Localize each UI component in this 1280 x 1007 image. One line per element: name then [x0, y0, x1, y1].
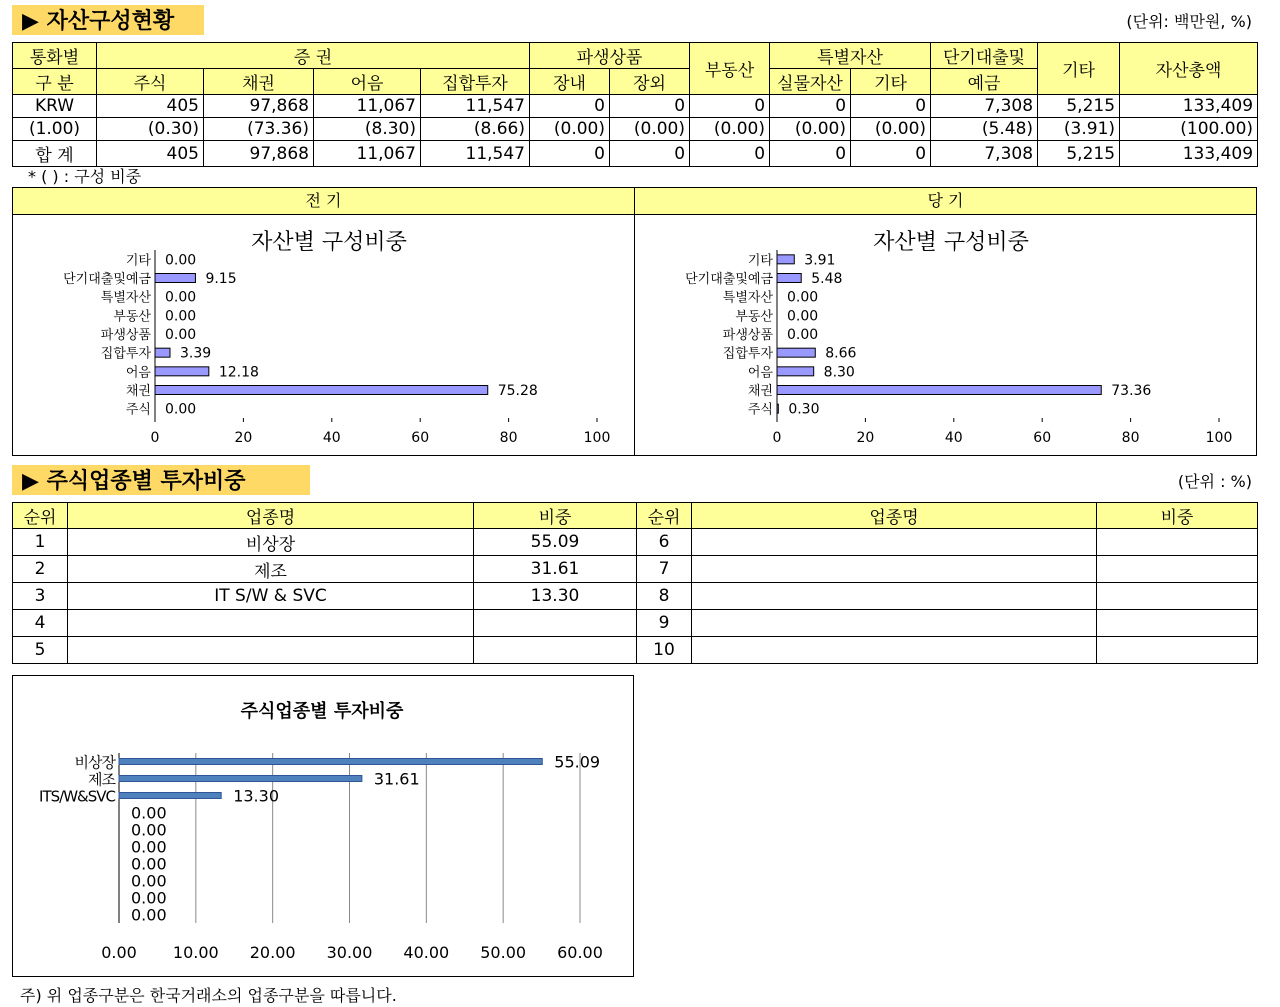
header-loans: 단기대출및 [931, 43, 1038, 69]
table-cell: 97,868 [204, 141, 314, 167]
industry-table [12, 502, 1258, 664]
header-rank-2: 순위 [637, 503, 692, 529]
table-cell-industry2 [692, 610, 1097, 637]
chart-title: 자산별 구성비중 [251, 230, 407, 255]
bar [777, 274, 801, 283]
industry-section-title: ▶ 주식업종별 투자비중 [12, 465, 310, 495]
data-label: 0.00 [131, 803, 167, 823]
industry-unit-label: (단위 : %) [1177, 472, 1252, 491]
table-cell: (100.00) [1120, 118, 1258, 141]
data-label: 0.00 [131, 820, 167, 840]
bar [777, 386, 1101, 395]
header-category: 구 분 [13, 69, 97, 95]
table-cell-industry2 [692, 583, 1097, 610]
table-cell: 0 [770, 95, 851, 118]
table-row [13, 610, 1258, 637]
header-industry-2: 업종명 [692, 503, 1097, 529]
table-cell: (3.91) [1038, 118, 1120, 141]
category-label: 어음 [747, 365, 773, 381]
table-cell-weight2 [1097, 583, 1258, 610]
data-label: 0.00 [787, 289, 819, 306]
x-tick-label: 50.00 [480, 943, 527, 962]
data-label: 0.30 [788, 401, 820, 418]
data-label: 73.36 [1111, 383, 1152, 399]
table-cell-industry [68, 637, 474, 664]
table-row [13, 583, 1258, 610]
table-cell-rank: 3 [13, 583, 68, 610]
category-label: 단기대출및예금 [685, 272, 773, 287]
x-tick-label: 20 [856, 430, 875, 446]
category-label: 제조 [88, 770, 115, 789]
prev-period-header: 전 기 [12, 187, 635, 215]
header-currency: 통화별 [13, 43, 97, 69]
table-cell: 7,308 [931, 95, 1038, 118]
header-securities: 증 권 [97, 43, 530, 69]
category-label: 부동산 [735, 309, 773, 325]
table-cell: (0.00) [690, 118, 770, 141]
table-cell: 133,409 [1120, 95, 1258, 118]
bar [119, 776, 362, 782]
header-other: 기타 [1038, 43, 1120, 95]
prev-chart-panel [12, 214, 635, 456]
table-cell: 11,067 [314, 95, 421, 118]
curr-asset-chart [635, 215, 1256, 455]
x-tick-label: 60.00 [557, 943, 603, 962]
table-cell: (0.00) [530, 118, 610, 141]
data-label: 0.00 [165, 252, 197, 269]
x-tick-label: 0 [772, 430, 782, 446]
table-cell-rank: 2 [13, 556, 68, 583]
table-cell-industry [68, 610, 474, 637]
data-label: 0.00 [131, 888, 167, 908]
table-cell: 11,547 [421, 141, 530, 167]
row-label: (1.00) [13, 118, 97, 141]
x-tick-label: 0.00 [101, 943, 137, 962]
category-label: 채권 [125, 384, 151, 399]
header-total-assets: 자산총액 [1120, 43, 1258, 95]
category-label: 기타 [747, 253, 773, 269]
table-cell-industry2 [692, 556, 1097, 583]
data-label: 75.28 [497, 383, 538, 399]
row-label: 합 계 [13, 141, 97, 167]
table-cell-industry: 제조 [68, 556, 474, 583]
x-tick-label: 80 [499, 430, 518, 446]
data-label: 3.91 [804, 252, 836, 269]
table-cell-industry2 [692, 637, 1097, 664]
bar [777, 348, 815, 357]
bar [155, 348, 170, 357]
table-cell-weight2 [1097, 637, 1258, 664]
header-rank: 순위 [13, 503, 68, 529]
header-weight: 비중 [474, 503, 637, 529]
table-cell: 0 [530, 95, 610, 118]
x-tick-label: 20.00 [249, 943, 296, 962]
header-derivatives: 파생상품 [530, 43, 690, 69]
x-tick-label: 20 [234, 430, 253, 446]
category-label: 주식 [125, 402, 151, 418]
category-label: 채권 [747, 384, 773, 399]
bar [155, 274, 195, 283]
table-cell: 0 [851, 141, 931, 167]
table-cell: (0.00) [770, 118, 851, 141]
data-label: 0.00 [165, 327, 197, 343]
data-label: 0.00 [131, 854, 167, 874]
table-cell: 0 [610, 141, 690, 167]
table-row [13, 556, 1258, 583]
table-cell-weight [474, 610, 637, 637]
data-label: 31.61 [373, 769, 420, 789]
chart-title: 자산별 구성비중 [873, 230, 1029, 255]
category-label: 부동산 [113, 309, 151, 325]
data-label: 8.66 [825, 345, 857, 362]
data-label: 0.00 [787, 327, 819, 343]
table-cell: 11,547 [421, 95, 530, 118]
data-label: 0.00 [131, 905, 167, 925]
data-label: 3.39 [179, 345, 212, 362]
category-label: 단기대출및예금 [63, 272, 151, 287]
asset-table [12, 42, 1258, 167]
data-label: 0.00 [131, 837, 167, 857]
table-cell-weight2 [1097, 610, 1258, 637]
header-physical: 실물자산 [770, 69, 851, 95]
table-cell: 0 [690, 95, 770, 118]
x-tick-label: 0 [150, 430, 160, 446]
table-cell: 405 [97, 141, 204, 167]
industry-chart [13, 676, 633, 976]
table-cell: 0 [770, 141, 851, 167]
header-special: 특별자산 [770, 43, 931, 69]
data-label: 5.48 [811, 271, 843, 287]
category-label: 어음 [125, 365, 151, 381]
table-cell-weight2 [1097, 529, 1258, 556]
table-row [13, 95, 1258, 118]
data-label: 0.00 [787, 308, 819, 325]
header-special-other: 기타 [851, 69, 931, 95]
table-cell-rank2: 8 [637, 583, 692, 610]
category-label: 파생상품 [100, 328, 151, 343]
data-label: 9.15 [205, 271, 237, 287]
table-cell-rank2: 6 [637, 529, 692, 556]
table-cell-weight: 31.61 [474, 556, 637, 583]
table-row [13, 141, 1258, 167]
category-label: 특별자산 [722, 290, 773, 306]
table-cell: (73.36) [204, 118, 314, 141]
bar [155, 367, 209, 376]
bar [777, 367, 814, 376]
category-label: 집합투자 [100, 346, 151, 362]
table-cell-rank2: 7 [637, 556, 692, 583]
asset-section-title: ▶ 자산구성현황 [12, 5, 204, 35]
curr-chart-panel [634, 214, 1257, 456]
table-cell: 0 [851, 95, 931, 118]
bar [777, 404, 778, 413]
table-cell: (0.00) [610, 118, 690, 141]
header-exchange: 장내 [530, 69, 610, 95]
table-cell: 5,215 [1038, 95, 1120, 118]
table-cell: (0.30) [97, 118, 204, 141]
table-cell: (8.66) [421, 118, 530, 141]
table-cell-rank: 5 [13, 637, 68, 664]
table-cell-industry: IT S/W & SVC [68, 583, 474, 610]
table-cell-weight2 [1097, 556, 1258, 583]
industry-footnote: 주) 위 업종구분은 한국거래소의 업종구분을 따릅니다. [20, 986, 397, 1005]
table-cell: 11,067 [314, 141, 421, 167]
data-label: 0.00 [131, 871, 167, 891]
table-cell: 7,308 [931, 141, 1038, 167]
x-tick-label: 60 [1033, 430, 1052, 446]
data-label: 55.09 [554, 752, 601, 772]
table-cell: 0 [690, 141, 770, 167]
data-label: 12.18 [218, 364, 259, 381]
industry-chart-panel [12, 675, 634, 977]
data-label: 0.00 [165, 401, 197, 418]
data-label: 13.30 [233, 786, 280, 806]
table-cell: 0 [530, 141, 610, 167]
table-cell: 5,215 [1038, 141, 1120, 167]
x-tick-label: 100 [1205, 430, 1233, 446]
bar [119, 759, 542, 765]
x-tick-label: 100 [583, 430, 611, 446]
header-bond: 채권 [204, 69, 314, 95]
bar [119, 793, 221, 799]
data-label: 8.30 [823, 364, 855, 381]
category-label: 비상장 [74, 753, 115, 772]
x-tick-label: 60 [411, 430, 430, 446]
header-deposits: 예금 [931, 69, 1038, 95]
table-row [13, 529, 1258, 556]
x-tick-label: 30.00 [326, 943, 373, 962]
table-cell: 133,409 [1120, 141, 1258, 167]
table-cell-weight [474, 637, 637, 664]
table-cell: (5.48) [931, 118, 1038, 141]
category-label: 특별자산 [100, 290, 151, 306]
table-cell: (0.00) [851, 118, 931, 141]
category-label: ITS/W&SVC [39, 787, 115, 806]
prev-asset-chart [13, 215, 634, 455]
x-tick-label: 40 [944, 430, 963, 446]
table-cell-weight: 55.09 [474, 529, 637, 556]
category-label: 집합투자 [722, 346, 773, 362]
header-bill: 어음 [314, 69, 421, 95]
header-otc: 장외 [610, 69, 690, 95]
x-tick-label: 40 [322, 430, 341, 446]
data-label: 0.00 [165, 308, 197, 325]
table-cell: (8.30) [314, 118, 421, 141]
category-label: 기타 [125, 253, 151, 269]
table-cell-industry2 [692, 529, 1097, 556]
asset-unit-label: (단위: 백만원, %) [1126, 12, 1252, 31]
chart-title: 주식업종별 투자비중 [240, 701, 404, 722]
table-cell-rank: 4 [13, 610, 68, 637]
bar [777, 255, 794, 264]
table-cell-rank2: 10 [637, 637, 692, 664]
table-row [13, 637, 1258, 664]
data-label: 0.00 [165, 289, 197, 306]
header-fund: 집합투자 [421, 69, 530, 95]
row-label: KRW [13, 95, 97, 118]
table-cell-weight: 13.30 [474, 583, 637, 610]
table-cell-rank2: 9 [637, 610, 692, 637]
table-row [13, 118, 1258, 141]
bar [155, 386, 488, 395]
header-stock: 주식 [97, 69, 204, 95]
category-label: 주식 [747, 402, 773, 418]
asset-footnote: * ( ) : 구성 비중 [28, 167, 142, 186]
header-realestate: 부동산 [690, 43, 770, 95]
table-cell-industry: 비상장 [68, 529, 474, 556]
table-cell-rank: 1 [13, 529, 68, 556]
x-tick-label: 10.00 [172, 943, 219, 962]
header-industry: 업종명 [68, 503, 474, 529]
header-weight-2: 비중 [1097, 503, 1258, 529]
table-cell: 405 [97, 95, 204, 118]
x-tick-label: 40.00 [403, 943, 450, 962]
table-cell: 0 [610, 95, 690, 118]
curr-period-header: 당 기 [634, 187, 1257, 215]
x-tick-label: 80 [1121, 430, 1140, 446]
category-label: 파생상품 [722, 328, 773, 343]
table-cell: 97,868 [204, 95, 314, 118]
